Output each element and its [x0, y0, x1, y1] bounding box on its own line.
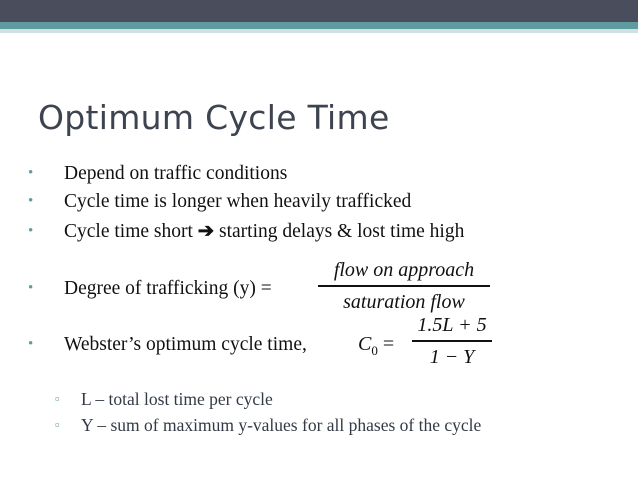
bullet-text-continued: starting delays & lost time high — [219, 221, 465, 242]
bullet-dot-icon: • — [28, 336, 34, 352]
header-band-teal — [0, 22, 638, 29]
sub-bullet-text: Y – sum of maximum y-values for all phases of the cycle — [81, 415, 482, 435]
equals-sign: = — [382, 333, 395, 355]
fraction-bar — [318, 285, 490, 287]
formula-denominator: 1 − Y — [429, 345, 475, 368]
sub-bullet-lost-time — [55, 389, 273, 410]
webster-lhs — [358, 333, 394, 359]
cycle-symbol: C — [358, 333, 372, 355]
cycle-subscript: 0 — [371, 343, 378, 358]
slide-title: Optimum Cycle Time — [38, 98, 390, 137]
bullet-traffic-conditions — [28, 163, 287, 185]
bullet-text: Depend on traffic conditions — [64, 163, 288, 184]
webster-formula-fraction — [412, 314, 492, 369]
header-band-dark — [0, 0, 638, 22]
header-band-light — [0, 29, 638, 33]
bullet-short-cycle — [28, 219, 464, 243]
bullet-dot-icon: • — [28, 165, 34, 181]
sub-bullet-square-icon: ▫ — [55, 417, 60, 432]
bullet-longer-cycle — [28, 191, 411, 213]
bullet-text: Cycle time is longer when heavily trafficked — [64, 191, 412, 212]
bullet-degree-of-trafficking — [28, 278, 272, 300]
bullet-dot-icon: • — [28, 223, 34, 239]
bullet-text: Webster’s optimum cycle time, — [64, 334, 307, 355]
bullet-webster-optimum — [28, 334, 307, 356]
bullet-dot-icon: • — [28, 280, 34, 296]
formula-numerator: 1.5L + 5 — [417, 314, 487, 336]
sub-bullet-y-values — [55, 415, 481, 436]
degree-formula-fraction — [318, 259, 490, 314]
formula-numerator: flow on approach — [333, 259, 475, 281]
formula-denominator: saturation flow — [343, 290, 465, 313]
sub-bullet-text: L – total lost time per cycle — [81, 389, 273, 409]
bullet-text: Cycle time short — [64, 221, 193, 242]
right-arrow-icon: ➔ — [197, 221, 215, 242]
bullet-dot-icon: • — [28, 193, 34, 209]
fraction-bar — [412, 340, 492, 342]
sub-bullet-square-icon: ▫ — [55, 391, 60, 406]
bullet-text: Degree of trafficking (y) = — [64, 278, 272, 299]
